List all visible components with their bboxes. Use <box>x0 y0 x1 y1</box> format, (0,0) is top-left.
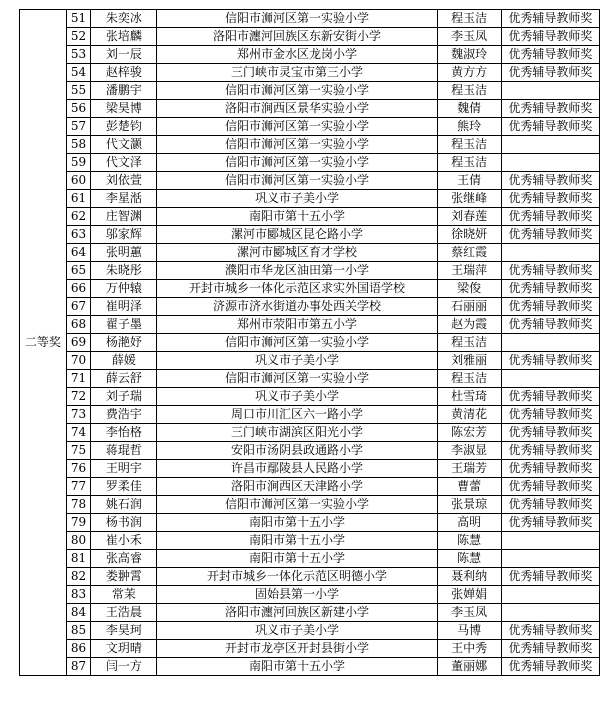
teacher-cell: 聂利纳 <box>437 568 501 586</box>
teacher-cell: 陈宏芳 <box>437 424 501 442</box>
table-row <box>20 514 600 532</box>
row-number-cell: 52 <box>66 28 91 46</box>
row-number-cell: 82 <box>66 568 91 586</box>
teacher-cell: 杜雪琦 <box>437 388 501 406</box>
row-number-cell: 66 <box>66 280 91 298</box>
school-cell: 安阳市汤阴县政通路小学 <box>157 442 437 460</box>
teacher-cell: 曹蕾 <box>437 478 501 496</box>
school-cell: 三门峡市湖滨区阳光小学 <box>157 424 437 442</box>
school-cell: 开封市城乡一体化示范区明德小学 <box>157 568 437 586</box>
teacher-cell: 王倩 <box>437 172 501 190</box>
table-row <box>20 226 600 244</box>
student-name-cell: 闫一方 <box>91 658 157 676</box>
school-cell: 南阳市第十五小学 <box>157 532 437 550</box>
row-number-cell: 56 <box>66 100 91 118</box>
teacher-award-cell: 优秀辅导教师奖 <box>501 208 599 226</box>
student-name-cell: 赵梓骏 <box>91 64 157 82</box>
table-row <box>20 118 600 136</box>
student-name-cell: 彭楚钧 <box>91 118 157 136</box>
table-row <box>20 154 600 172</box>
student-name-cell: 薛云舒 <box>91 370 157 388</box>
school-cell: 信阳市浉河区第一实验小学 <box>157 118 437 136</box>
school-cell: 南阳市第十五小学 <box>157 550 437 568</box>
table-row <box>20 640 600 658</box>
school-cell: 许昌市鄢陵县人民路小学 <box>157 460 437 478</box>
table-row <box>20 28 600 46</box>
teacher-award-cell: 优秀辅导教师奖 <box>501 424 599 442</box>
school-cell: 信阳市浉河区第一实验小学 <box>157 10 437 28</box>
teacher-award-cell: 优秀辅导教师奖 <box>501 514 599 532</box>
school-cell: 郑州市金水区龙岗小学 <box>157 46 437 64</box>
school-cell: 信阳市浉河区第一实验小学 <box>157 154 437 172</box>
table-row <box>20 586 600 604</box>
teacher-award-cell: 优秀辅导教师奖 <box>501 64 599 82</box>
teacher-cell: 魏倩 <box>437 100 501 118</box>
teacher-award-cell: 优秀辅导教师奖 <box>501 442 599 460</box>
teacher-cell: 程玉洁 <box>437 154 501 172</box>
table-row <box>20 298 600 316</box>
table-row <box>20 442 600 460</box>
student-name-cell: 刘依萱 <box>91 172 157 190</box>
student-name-cell: 张高睿 <box>91 550 157 568</box>
teacher-cell: 陈慧 <box>437 532 501 550</box>
teacher-cell: 程玉洁 <box>437 136 501 154</box>
row-number-cell: 59 <box>66 154 91 172</box>
teacher-award-cell: 优秀辅导教师奖 <box>501 622 599 640</box>
school-cell: 巩义市子美小学 <box>157 622 437 640</box>
table-row <box>20 280 600 298</box>
teacher-award-cell: 优秀辅导教师奖 <box>501 298 599 316</box>
teacher-award-cell <box>501 370 599 388</box>
teacher-award-cell: 优秀辅导教师奖 <box>501 172 599 190</box>
school-cell: 漯河市郾城区昆仑路小学 <box>157 226 437 244</box>
row-number-cell: 83 <box>66 586 91 604</box>
table-row <box>20 136 600 154</box>
table-row <box>20 334 600 352</box>
school-cell: 三门峡市灵宝市第三小学 <box>157 64 437 82</box>
teacher-cell: 程玉洁 <box>437 82 501 100</box>
student-name-cell: 常茉 <box>91 586 157 604</box>
teacher-award-cell <box>501 82 599 100</box>
school-cell: 洛阳市涧西区景华实验小学 <box>157 100 437 118</box>
table-row <box>20 46 600 64</box>
school-cell: 濮阳市华龙区油田第一小学 <box>157 262 437 280</box>
student-name-cell: 潘鹏宇 <box>91 82 157 100</box>
teacher-cell: 程玉洁 <box>437 370 501 388</box>
table-row <box>20 604 600 622</box>
school-cell: 洛阳市瀍河回族区东新安街小学 <box>157 28 437 46</box>
table-row <box>20 424 600 442</box>
table-row <box>20 532 600 550</box>
school-cell: 信阳市浉河区第一实验小学 <box>157 172 437 190</box>
row-number-cell: 87 <box>66 658 91 676</box>
student-name-cell: 梁昊博 <box>91 100 157 118</box>
table-row <box>20 406 600 424</box>
student-name-cell: 张培麟 <box>91 28 157 46</box>
teacher-award-cell: 优秀辅导教师奖 <box>501 496 599 514</box>
teacher-cell: 李淑显 <box>437 442 501 460</box>
row-number-cell: 73 <box>66 406 91 424</box>
student-name-cell: 王明宇 <box>91 460 157 478</box>
teacher-award-cell <box>501 604 599 622</box>
row-number-cell: 79 <box>66 514 91 532</box>
teacher-award-cell: 优秀辅导教师奖 <box>501 478 599 496</box>
teacher-award-cell: 优秀辅导教师奖 <box>501 262 599 280</box>
table-row <box>20 244 600 262</box>
teacher-award-cell: 优秀辅导教师奖 <box>501 100 599 118</box>
table-row <box>20 82 600 100</box>
teacher-award-cell: 优秀辅导教师奖 <box>501 406 599 424</box>
student-name-cell: 刘一辰 <box>91 46 157 64</box>
student-name-cell: 崔明泽 <box>91 298 157 316</box>
row-number-cell: 54 <box>66 64 91 82</box>
table-row <box>20 496 600 514</box>
teacher-cell: 王瑞萍 <box>437 262 501 280</box>
teacher-award-cell: 优秀辅导教师奖 <box>501 388 599 406</box>
table-row <box>20 370 600 388</box>
school-cell: 济源市济水街道办事处西关学校 <box>157 298 437 316</box>
teacher-award-cell: 优秀辅导教师奖 <box>501 658 599 676</box>
table-row <box>20 460 600 478</box>
student-name-cell: 李星湉 <box>91 190 157 208</box>
teacher-cell: 王中秀 <box>437 640 501 658</box>
school-cell: 南阳市第十五小学 <box>157 658 437 676</box>
student-name-cell: 费浩宇 <box>91 406 157 424</box>
row-number-cell: 68 <box>66 316 91 334</box>
student-name-cell: 姚石润 <box>91 496 157 514</box>
row-number-cell: 70 <box>66 352 91 370</box>
student-name-cell: 王浩晨 <box>91 604 157 622</box>
row-number-cell: 71 <box>66 370 91 388</box>
student-name-cell: 杨书润 <box>91 514 157 532</box>
student-name-cell: 邬家辉 <box>91 226 157 244</box>
teacher-award-cell: 优秀辅导教师奖 <box>501 226 599 244</box>
row-number-cell: 78 <box>66 496 91 514</box>
student-name-cell: 代文泽 <box>91 154 157 172</box>
school-cell: 南阳市第十五小学 <box>157 208 437 226</box>
teacher-cell: 黄方方 <box>437 64 501 82</box>
teacher-award-cell <box>501 244 599 262</box>
row-number-cell: 74 <box>66 424 91 442</box>
table-row <box>20 208 600 226</box>
row-number-cell: 81 <box>66 550 91 568</box>
teacher-cell: 梁俊 <box>437 280 501 298</box>
teacher-cell: 张景琼 <box>437 496 501 514</box>
school-cell: 洛阳市涧西区天津路小学 <box>157 478 437 496</box>
row-number-cell: 65 <box>66 262 91 280</box>
school-cell: 信阳市浉河区第一实验小学 <box>157 136 437 154</box>
teacher-award-cell: 优秀辅导教师奖 <box>501 118 599 136</box>
awards-table <box>19 9 600 676</box>
school-cell: 周口市川汇区六一路小学 <box>157 406 437 424</box>
row-number-cell: 63 <box>66 226 91 244</box>
award-category-cell: 二等奖 <box>20 10 67 676</box>
table-row <box>20 658 600 676</box>
teacher-cell: 程玉洁 <box>437 334 501 352</box>
student-name-cell: 蒋琨哲 <box>91 442 157 460</box>
row-number-cell: 72 <box>66 388 91 406</box>
table-row <box>20 352 600 370</box>
student-name-cell: 崔小禾 <box>91 532 157 550</box>
table-row <box>20 100 600 118</box>
student-name-cell: 朱奕冰 <box>91 10 157 28</box>
school-cell: 信阳市浉河区第一实验小学 <box>157 82 437 100</box>
teacher-cell: 张继峰 <box>437 190 501 208</box>
row-number-cell: 69 <box>66 334 91 352</box>
school-cell: 开封市龙亭区开封县街小学 <box>157 640 437 658</box>
student-name-cell: 杨滟妤 <box>91 334 157 352</box>
table-row <box>20 172 600 190</box>
student-name-cell: 李怡格 <box>91 424 157 442</box>
teacher-cell: 李玉凤 <box>437 604 501 622</box>
row-number-cell: 80 <box>66 532 91 550</box>
student-name-cell: 万仲辕 <box>91 280 157 298</box>
student-name-cell: 翟子墨 <box>91 316 157 334</box>
school-cell: 郑州市荥阳市第五小学 <box>157 316 437 334</box>
teacher-cell: 张婵娟 <box>437 586 501 604</box>
row-number-cell: 53 <box>66 46 91 64</box>
school-cell: 漯河市郾城区育才学校 <box>157 244 437 262</box>
teacher-award-cell <box>501 334 599 352</box>
teacher-cell: 刘春莲 <box>437 208 501 226</box>
teacher-cell: 刘雅丽 <box>437 352 501 370</box>
school-cell: 信阳市浉河区第一实验小学 <box>157 334 437 352</box>
row-number-cell: 61 <box>66 190 91 208</box>
table-row <box>20 64 600 82</box>
table-row <box>20 568 600 586</box>
student-name-cell: 刘子瑞 <box>91 388 157 406</box>
row-number-cell: 75 <box>66 442 91 460</box>
row-number-cell: 67 <box>66 298 91 316</box>
row-number-cell: 85 <box>66 622 91 640</box>
student-name-cell: 薛媛 <box>91 352 157 370</box>
teacher-award-cell: 优秀辅导教师奖 <box>501 10 599 28</box>
student-name-cell: 文玥晴 <box>91 640 157 658</box>
student-name-cell: 娄翀霄 <box>91 568 157 586</box>
teacher-award-cell: 优秀辅导教师奖 <box>501 280 599 298</box>
row-number-cell: 51 <box>66 10 91 28</box>
table-row <box>20 478 600 496</box>
table-row <box>20 622 600 640</box>
school-cell: 巩义市子美小学 <box>157 388 437 406</box>
row-number-cell: 84 <box>66 604 91 622</box>
student-name-cell: 庄智渊 <box>91 208 157 226</box>
table-row <box>20 190 600 208</box>
school-cell: 南阳市第十五小学 <box>157 514 437 532</box>
school-cell: 巩义市子美小学 <box>157 352 437 370</box>
student-name-cell: 代文灏 <box>91 136 157 154</box>
teacher-cell: 李玉凤 <box>437 28 501 46</box>
teacher-award-cell <box>501 154 599 172</box>
school-cell: 固始县第一小学 <box>157 586 437 604</box>
row-number-cell: 64 <box>66 244 91 262</box>
row-number-cell: 86 <box>66 640 91 658</box>
student-name-cell: 李昊珂 <box>91 622 157 640</box>
teacher-award-cell: 优秀辅导教师奖 <box>501 352 599 370</box>
teacher-cell: 熊玲 <box>437 118 501 136</box>
teacher-award-cell <box>501 550 599 568</box>
student-name-cell: 朱晓彤 <box>91 262 157 280</box>
teacher-award-cell: 优秀辅导教师奖 <box>501 46 599 64</box>
teacher-cell: 黄清花 <box>437 406 501 424</box>
table-row <box>20 10 600 28</box>
teacher-cell: 董丽娜 <box>437 658 501 676</box>
awards-table-body <box>20 10 600 676</box>
teacher-cell: 陈慧 <box>437 550 501 568</box>
student-name-cell: 罗柔佳 <box>91 478 157 496</box>
row-number-cell: 60 <box>66 172 91 190</box>
table-row <box>20 262 600 280</box>
row-number-cell: 55 <box>66 82 91 100</box>
teacher-award-cell <box>501 532 599 550</box>
teacher-award-cell: 优秀辅导教师奖 <box>501 640 599 658</box>
school-cell: 洛阳市瀍河回族区新建小学 <box>157 604 437 622</box>
teacher-award-cell <box>501 586 599 604</box>
row-number-cell: 77 <box>66 478 91 496</box>
school-cell: 开封市城乡一体化示范区求实外国语学校 <box>157 280 437 298</box>
row-number-cell: 57 <box>66 118 91 136</box>
teacher-cell: 徐晓妍 <box>437 226 501 244</box>
teacher-cell: 蔡红霞 <box>437 244 501 262</box>
table-row <box>20 388 600 406</box>
teacher-cell: 高明 <box>437 514 501 532</box>
row-number-cell: 62 <box>66 208 91 226</box>
student-name-cell: 张明蕙 <box>91 244 157 262</box>
teacher-cell: 王瑞芳 <box>437 460 501 478</box>
school-cell: 信阳市浉河区第一实验小学 <box>157 496 437 514</box>
teacher-cell: 魏淑玲 <box>437 46 501 64</box>
table-row <box>20 316 600 334</box>
teacher-award-cell: 优秀辅导教师奖 <box>501 28 599 46</box>
teacher-award-cell: 优秀辅导教师奖 <box>501 568 599 586</box>
teacher-award-cell: 优秀辅导教师奖 <box>501 316 599 334</box>
teacher-cell: 程玉洁 <box>437 10 501 28</box>
row-number-cell: 58 <box>66 136 91 154</box>
teacher-award-cell: 优秀辅导教师奖 <box>501 460 599 478</box>
teacher-award-cell: 优秀辅导教师奖 <box>501 190 599 208</box>
school-cell: 巩义市子美小学 <box>157 190 437 208</box>
teacher-award-cell <box>501 136 599 154</box>
teacher-cell: 赵为霞 <box>437 316 501 334</box>
table-row <box>20 550 600 568</box>
school-cell: 信阳市浉河区第一实验小学 <box>157 370 437 388</box>
teacher-cell: 石丽丽 <box>437 298 501 316</box>
row-number-cell: 76 <box>66 460 91 478</box>
teacher-cell: 马博 <box>437 622 501 640</box>
